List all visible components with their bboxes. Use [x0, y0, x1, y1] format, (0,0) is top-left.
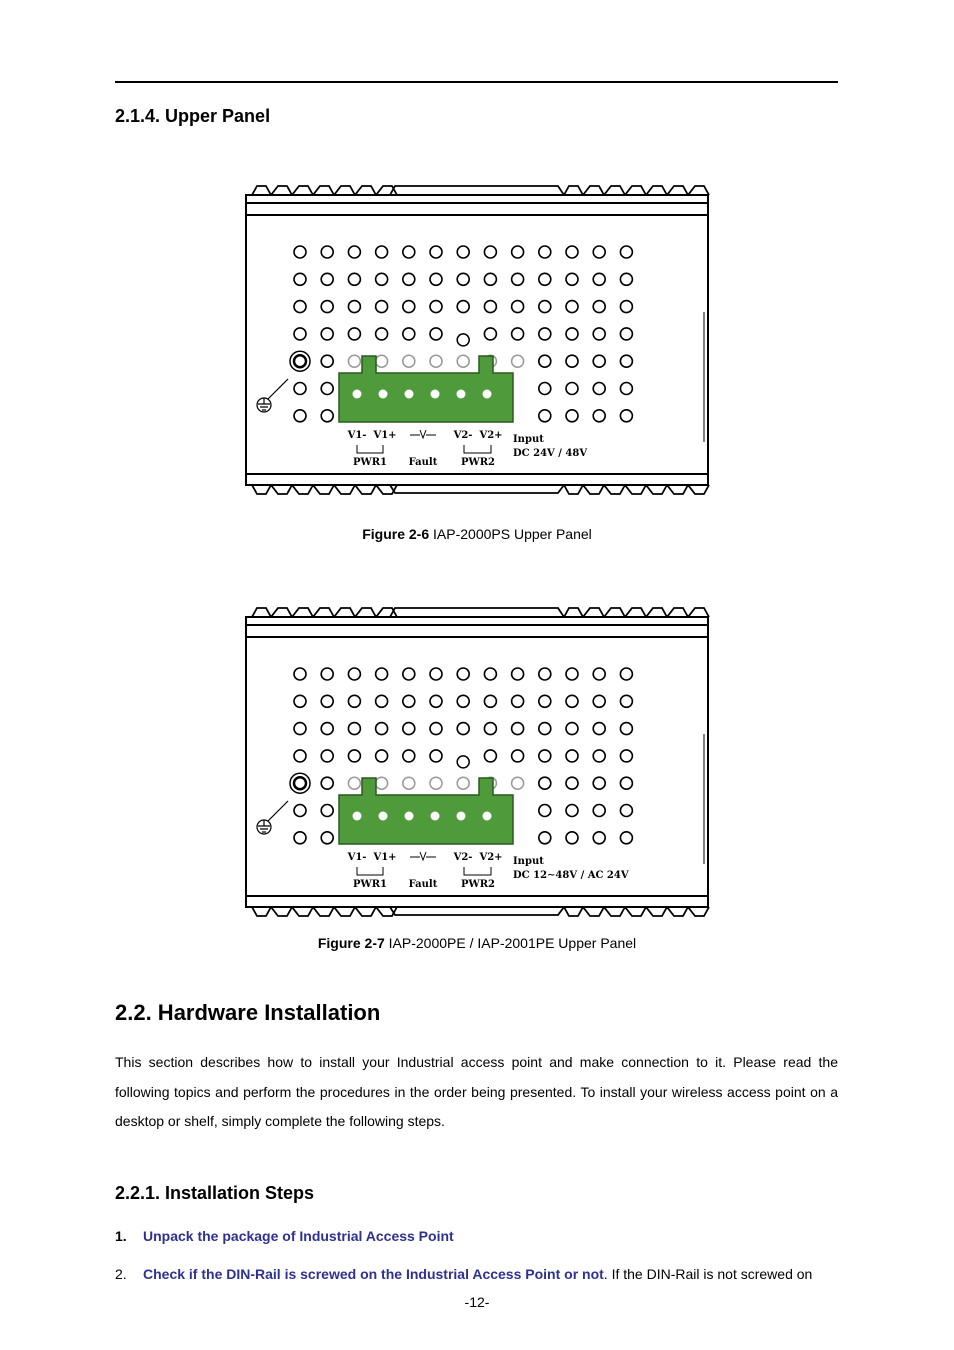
figure-caption-2-7: [0, 935, 954, 951]
label-rating: DC 24V / 48V: [513, 448, 588, 459]
label-pwr2: PWR2: [460, 457, 496, 468]
terminal-pin: [405, 812, 414, 821]
terminal-pin: [431, 812, 440, 821]
label-v1-minus: V1-: [347, 852, 367, 863]
top-rail: [246, 617, 708, 625]
step-number: 2.: [115, 1266, 127, 1282]
rail-top-center: [390, 608, 564, 617]
label-v2-plus: V2+: [479, 852, 503, 863]
page-number: -12-: [464, 1294, 490, 1310]
intro-paragraph: This section describes how to install your Industrial access point and make connection to it. Please read the following topics and perform the procedures in the order being presented. To install your wireless access point on a desktop or shelf, simply complete the following steps.: [115, 1054, 838, 1129]
terminal-pin: [379, 812, 388, 821]
rail-top-center: [390, 186, 564, 195]
panel-drawing: [246, 608, 709, 916]
step-1: [115, 1228, 838, 1244]
panel-body: [246, 215, 708, 474]
step-link-unpack[interactable]: Unpack the package of Industrial Access Point: [143, 1228, 454, 1244]
top-rail-lower: [246, 625, 708, 637]
figure-caption-2-6: [0, 526, 954, 542]
rail-bottom-center: [390, 485, 564, 493]
caption-text: IAP-2000PE / IAP-2001PE Upper Panel: [384, 935, 637, 951]
label-rating: DC 12∼48V / AC 24V: [513, 870, 629, 881]
caption-label: Figure 2-7: [317, 935, 385, 951]
caption-text: IAP-2000PS Upper Panel: [429, 526, 592, 542]
bottom-rail: [246, 896, 708, 907]
label-pwr1: PWR1: [352, 457, 388, 468]
terminal-pin: [483, 812, 492, 821]
bottom-rail: [246, 474, 708, 485]
ground-screw-inner: [294, 777, 306, 789]
label-pwr2: PWR2: [460, 879, 496, 890]
step-number: 1.: [115, 1228, 127, 1244]
label-input: Input: [513, 434, 544, 445]
terminal-pin: [353, 812, 362, 821]
section-heading-installation-steps: 2.2.1. Installation Steps: [115, 1183, 315, 1203]
rail-teeth: [252, 608, 709, 617]
step-2: [115, 1266, 838, 1282]
step-link-check-din-rail[interactable]: Check if the DIN-Rail is screwed on the Industrial Access Point or not: [143, 1266, 604, 1282]
figure-iap-2000ps: [240, 182, 714, 502]
section-heading-hardware-installation: 2.2. Hardware Installation: [115, 1000, 381, 1025]
rail-bottom-center: [390, 907, 564, 915]
terminal-pin: [353, 390, 362, 399]
label-v1-minus: V1-: [347, 430, 367, 441]
top-rail: [246, 195, 708, 203]
header-rule: [115, 81, 838, 83]
label-input: Input: [513, 856, 544, 867]
panel-drawing: [246, 186, 709, 494]
rail-teeth: [252, 186, 709, 195]
section-heading-upper-panel: 2.1.4. Upper Panel: [115, 106, 271, 126]
caption-label: Figure 2-6: [362, 526, 430, 542]
label-v2-minus: V2-: [453, 430, 473, 441]
terminal-pin: [431, 390, 440, 399]
terminal-pin: [379, 390, 388, 399]
label-fault: Fault: [408, 457, 438, 468]
top-rail-lower: [246, 203, 708, 215]
step-text: . If the DIN-Rail is not screwed on: [603, 1266, 813, 1282]
ground-screw-inner: [294, 355, 306, 367]
terminal-pin: [405, 390, 414, 399]
label-pwr1: PWR1: [352, 879, 388, 890]
label-fault: Fault: [408, 879, 438, 890]
label-v1-plus: V1+: [373, 852, 397, 863]
figure-iap-2000pe: [240, 604, 714, 924]
label-v2-minus: V2-: [453, 852, 473, 863]
panel-body: [246, 637, 708, 896]
label-v1-plus: V1+: [373, 430, 397, 441]
terminal-pin: [483, 390, 492, 399]
label-v2-plus: V2+: [479, 430, 503, 441]
terminal-pin: [457, 812, 466, 821]
terminal-pin: [457, 390, 466, 399]
